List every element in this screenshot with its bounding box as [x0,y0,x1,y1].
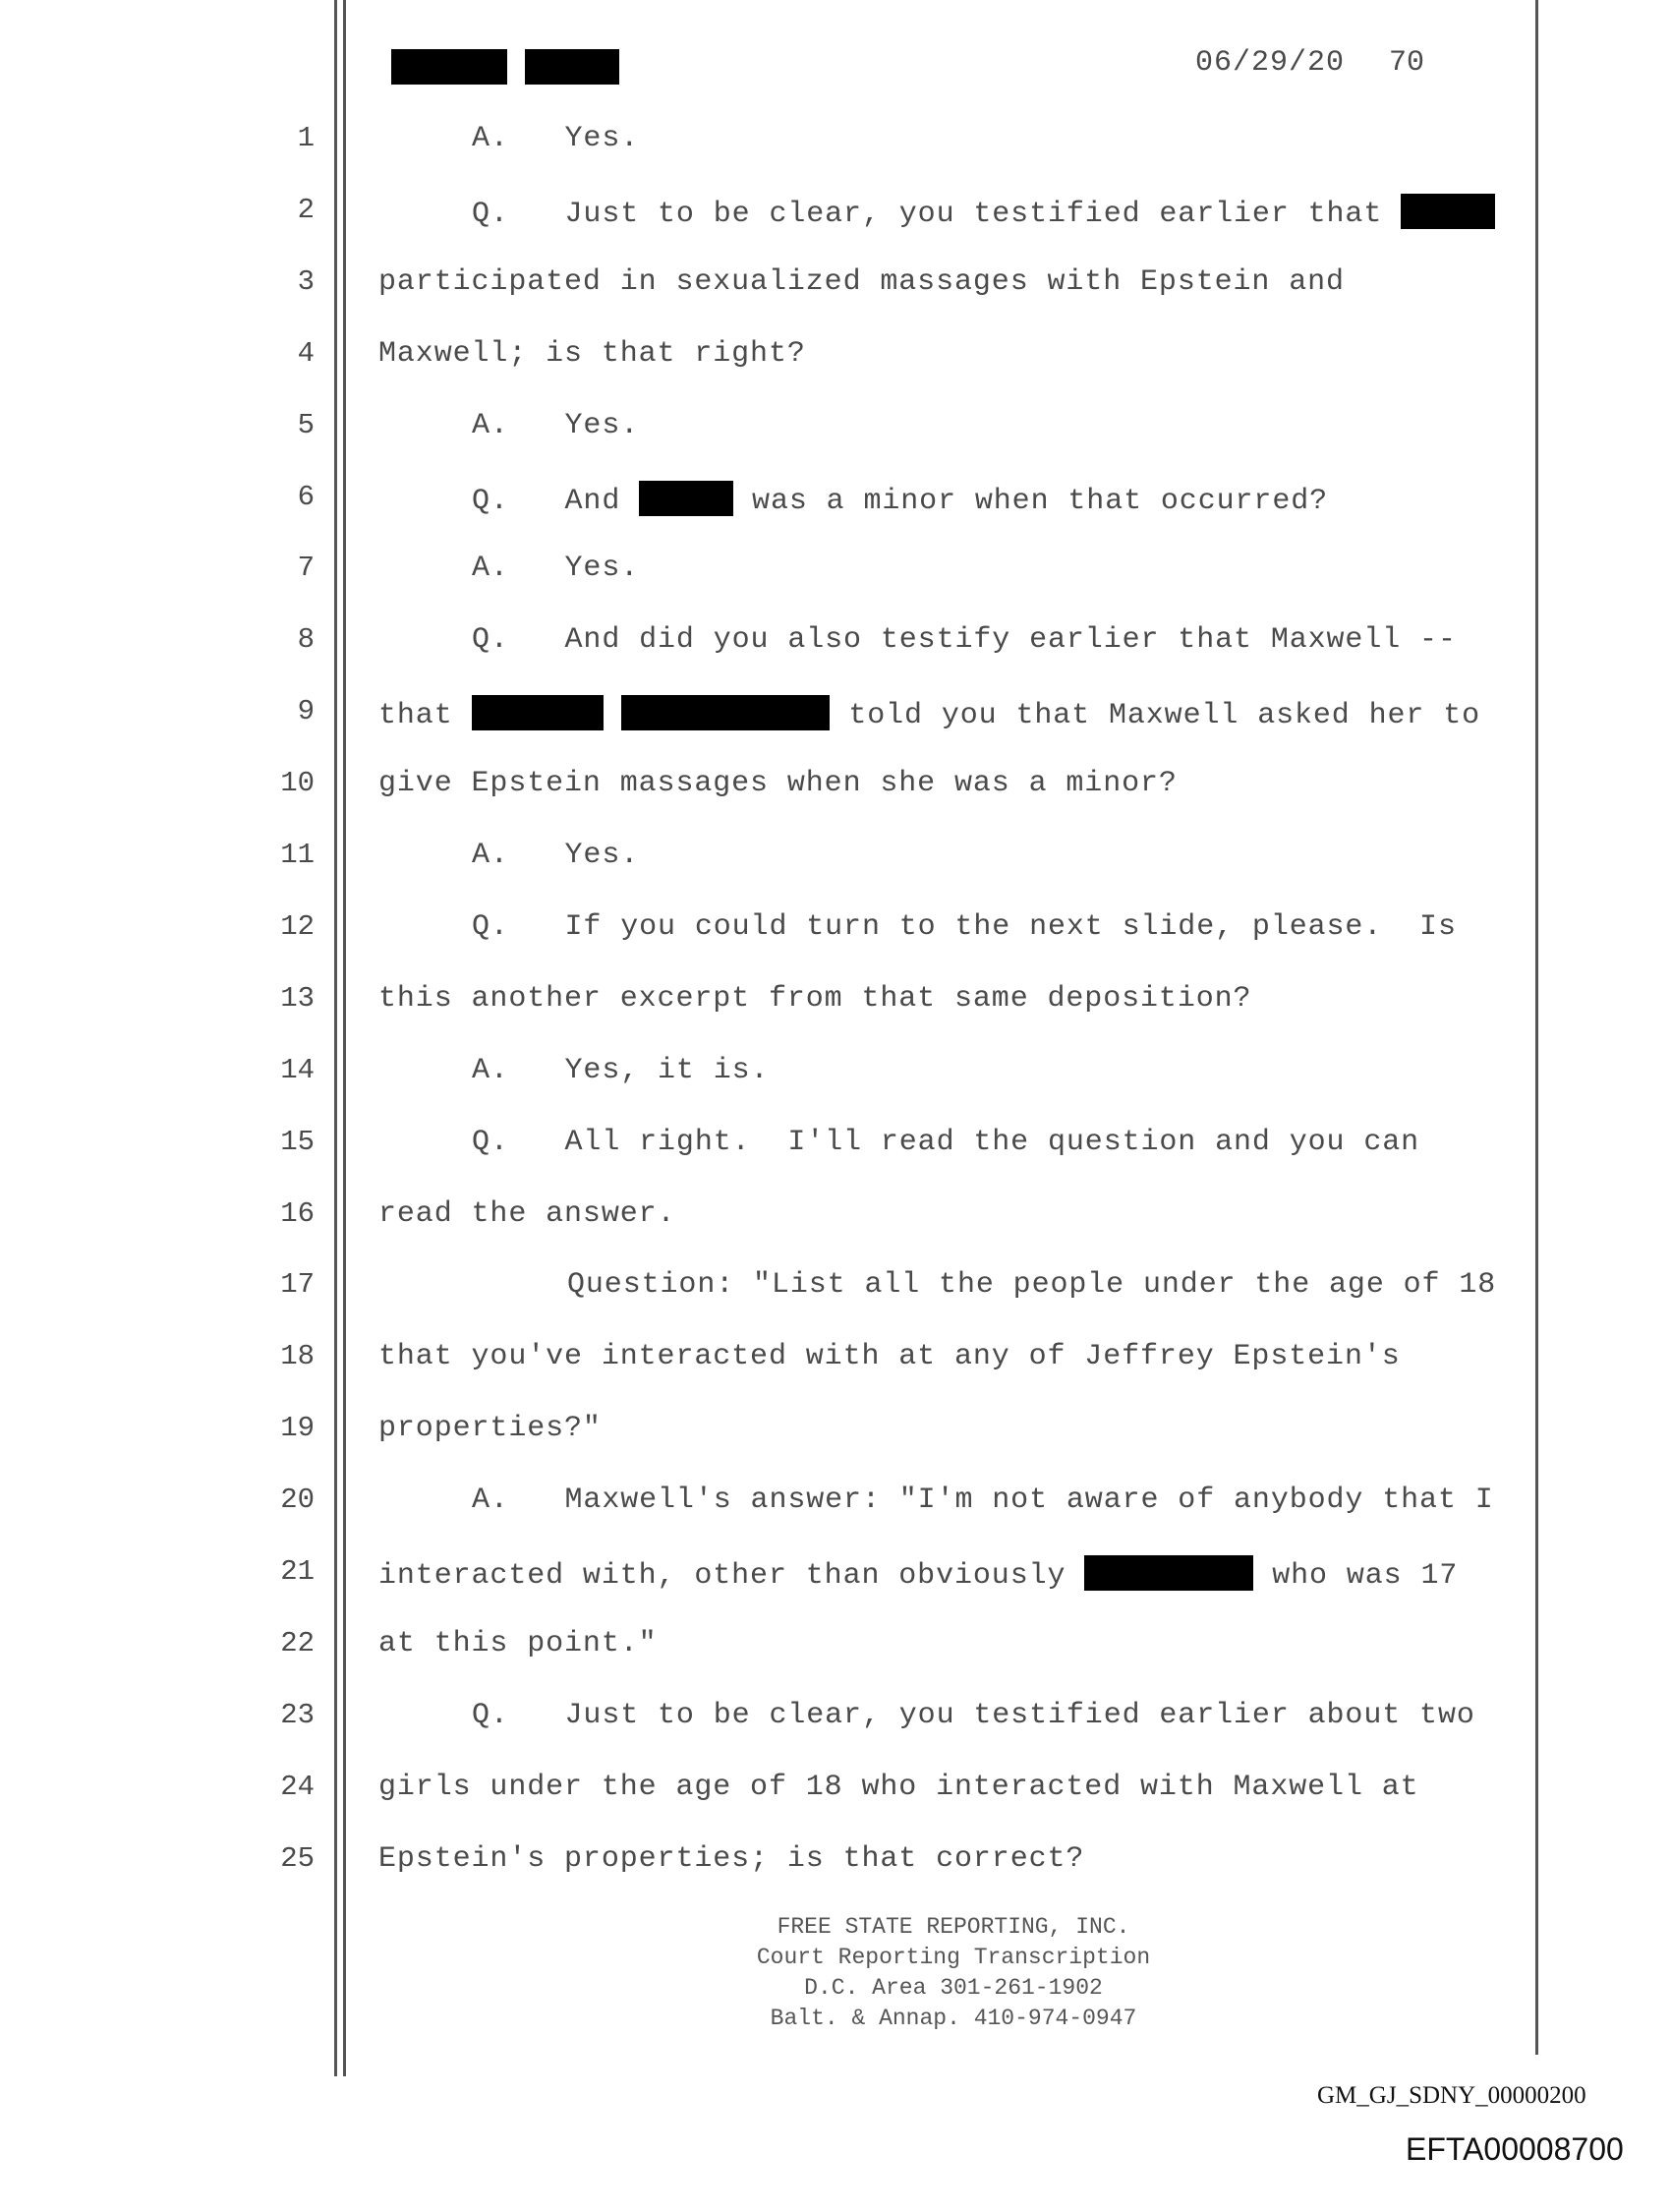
header-date: 06/29/20 [1195,46,1346,80]
transcript-line [0,114,1671,173]
page-number: 70 [1389,46,1425,80]
redaction-box [525,49,619,85]
transcript-line [0,258,1671,317]
line-number: 2 [297,193,315,226]
transcript-line [0,1190,1671,1249]
transcript-line [0,1118,1671,1177]
transcript-line [0,1834,1671,1893]
line-number: 20 [280,1484,315,1517]
line-text-segment: Q. If you could turn to the next slide, please. Is [472,909,1457,944]
line-text [472,1699,1475,1732]
line-text-segment: properties?" [378,1412,602,1446]
line-text [472,194,1495,231]
line-number: 23 [280,1698,315,1731]
line-text [378,1412,602,1445]
line-number: 14 [280,1053,315,1086]
line-text [567,1268,1496,1302]
line-number: 19 [280,1412,315,1445]
line-text [472,623,1457,657]
line-number: 24 [280,1770,315,1803]
transcript-line [0,473,1671,532]
line-text-segment: A. Yes. [472,552,640,586]
line-text [472,839,639,872]
line-number: 18 [280,1340,315,1373]
transcript-line [0,1404,1671,1463]
efta-number: EFTA00008700 [1406,2131,1624,2167]
line-text-segment: A. Yes. [472,122,640,155]
transcript-line [0,759,1671,818]
line-text-segment: Epstein's properties; is that correct? [378,1841,1085,1876]
line-text [378,1842,1084,1876]
line-text-segment: Q. Just to be clear, you testified earlier about two [472,1698,1475,1732]
redaction-box [1401,194,1495,229]
footer-company: FREE STATE REPORTING, INC. [777,1914,1130,1940]
transcript-line [0,1332,1671,1391]
line-number: 8 [297,623,315,657]
redaction-box [472,695,604,730]
line-number: 3 [297,264,315,298]
line-number: 1 [297,122,315,154]
line-text-segment: A. Yes. [472,408,640,442]
footer-balt-phone: Balt. & Annap. 410-974-0947 [770,2006,1137,2031]
line-text [472,910,1457,944]
line-text-segment: give Epstein massages when she was a minor? [378,767,1178,801]
transcript-line [0,1476,1671,1535]
transcript-line [0,1260,1671,1319]
line-number: 25 [280,1841,315,1875]
line-text-segment: told you that Maxwell asked her to [830,699,1481,733]
transcript-line [0,615,1671,674]
transcript-line [0,687,1671,746]
line-number: 15 [280,1125,315,1158]
line-number: 4 [297,336,315,370]
transcript-line [0,1691,1671,1750]
line-text-segment: Q. All right. I'll read the question and you can [472,1125,1420,1159]
line-text [472,1054,769,1087]
line-text-segment: A. Yes, it is. [472,1053,770,1087]
line-text-segment: Q. Just to be clear, you testified earlier that [472,197,1402,231]
line-number: 16 [280,1196,315,1230]
redaction-box [1084,1555,1253,1591]
transcript-line [0,974,1671,1033]
line-number: 10 [280,767,315,800]
redaction-box [621,695,830,730]
line-text-segment: was a minor when that occurred? [733,484,1329,518]
bates-number: GM_GJ_SDNY_00000200 [1317,2082,1586,2109]
line-text [378,982,1251,1016]
transcript-line [0,1619,1671,1678]
line-number: 6 [297,480,315,513]
line-number: 12 [280,909,315,943]
transcript-line [0,1547,1671,1606]
line-text [378,1197,675,1231]
line-number: 9 [297,695,315,728]
transcript-line [0,1046,1671,1105]
line-text [472,1126,1419,1159]
footer-dc-phone: D.C. Area 301-261-1902 [804,1975,1103,2001]
line-text [472,1484,1494,1517]
line-text-segment: A. Yes. [472,839,640,872]
line-text-segment: Question: "List all the people under the age of 18 [567,1268,1497,1303]
line-text-segment: that [378,699,472,733]
line-text-segment: girls under the age of 18 who interacted with Maxwell at [378,1770,1419,1804]
page-header [391,41,1531,87]
line-text-segment: A. Maxwell's answer: "I'm not aware of anybody that I [472,1484,1494,1518]
reporter-footer [609,1912,1297,2034]
line-text-segment: participated in sexualized massages with Epstein and [378,264,1345,299]
transcript-line [0,401,1671,460]
line-text-segment: Q. And [472,484,640,518]
transcript-line [0,831,1671,890]
redaction-box [639,481,733,516]
transcript-line [0,544,1671,603]
line-number: 5 [297,408,315,441]
line-text [378,1340,1401,1373]
line-text [378,265,1345,299]
line-text-segment [604,699,622,732]
line-text-segment: interacted with, other than obviously [378,1559,1085,1593]
line-number: 21 [280,1555,315,1588]
line-text [378,1555,1458,1593]
redaction-box [391,49,507,85]
line-text [472,409,639,442]
line-text [378,767,1178,800]
line-number: 7 [297,552,315,585]
line-text [472,552,639,585]
transcript-line [0,186,1671,245]
line-number: 22 [280,1626,315,1659]
transcript-line [0,329,1671,388]
line-text [378,695,1480,732]
line-text-segment: this another excerpt from that same deposition? [378,981,1252,1016]
line-text [472,481,1328,518]
line-text [472,122,639,155]
line-text [378,1771,1419,1804]
transcript-line [0,902,1671,961]
line-text-segment: read the answer. [378,1196,676,1231]
line-number: 13 [280,981,315,1015]
line-text-segment: who was 17 [1253,1559,1459,1593]
line-text [378,337,806,371]
line-number: 17 [280,1268,315,1302]
line-text-segment: Maxwell; is that right? [378,336,806,371]
footer-services: Court Reporting Transcription [756,1945,1151,1970]
line-text-segment: Q. And did you also testify earlier that Maxwell -- [472,623,1457,658]
line-text [378,1627,658,1660]
transcript-line [0,1763,1671,1822]
line-number: 11 [280,839,315,871]
line-text-segment: that you've interacted with at any of Jeffrey Epstein's [378,1340,1401,1374]
line-text-segment: at this point." [378,1626,658,1660]
